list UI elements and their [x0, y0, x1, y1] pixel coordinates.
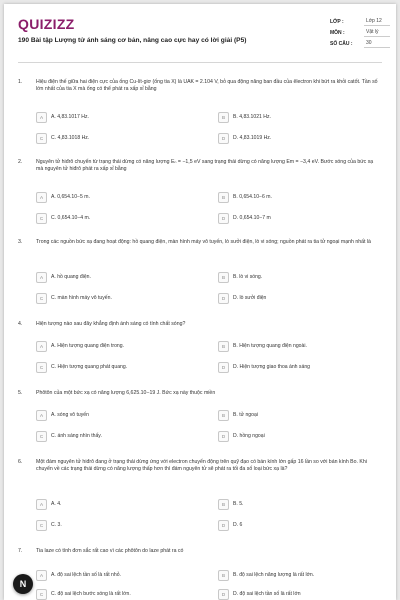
option-d[interactable] [218, 589, 368, 600]
option-b[interactable] [218, 341, 368, 352]
option-letter-box: D [218, 362, 229, 373]
worksheet-page [4, 4, 396, 600]
option-text: C. 3. [51, 522, 62, 528]
option-c[interactable] [36, 213, 186, 224]
option-d[interactable] [218, 293, 368, 304]
option-letter-box: B [218, 499, 229, 510]
worksheet-title: 190 Bài tập Lượng tử ánh sáng cơ bản, nâng cao cực hay có lời giải (P5) [18, 37, 247, 44]
option-text: C. 4,83.1018 Hz. [51, 135, 90, 141]
option-text: C. màn hình máy vô tuyến. [51, 295, 112, 301]
option-b[interactable] [218, 112, 368, 123]
option-letter-box: A [36, 192, 47, 203]
option-text: C. ánh sáng nhìn thấy. [51, 433, 102, 439]
option-a[interactable] [36, 192, 186, 203]
option-text: D. Hiện tượng giao thoa ánh sáng [233, 364, 310, 370]
question-number: 4. [18, 321, 23, 327]
header-divider [18, 62, 382, 63]
option-text: A. Hiện tượng quang điện trong. [51, 343, 125, 349]
option-b[interactable] [218, 570, 368, 581]
option-text: D. 6 [233, 522, 243, 528]
option-text: D. lò sưởi điện [233, 295, 267, 301]
option-text: B. độ sai lệch năng lượng là rất lớn. [233, 572, 315, 578]
option-letter-box: D [218, 520, 229, 531]
option-letter-box: B [218, 112, 229, 123]
option-letter-box: D [218, 293, 229, 304]
option-d[interactable] [218, 431, 368, 442]
option-c[interactable] [36, 293, 186, 304]
option-text: B. 0,654.10−6 m. [233, 194, 272, 200]
option-text: D. hồng ngoại [233, 433, 265, 439]
option-letter-box: D [218, 431, 229, 442]
option-letter-box: D [218, 589, 229, 600]
meta-grade-label: LỚP : [330, 19, 344, 25]
option-letter-box: A [36, 410, 47, 421]
option-d[interactable] [218, 133, 368, 144]
option-text: B. 5. [233, 501, 244, 507]
option-letter-box: C [36, 589, 47, 600]
option-letter-box: C [36, 133, 47, 144]
option-c[interactable] [36, 589, 186, 600]
question-number: 6. [18, 459, 23, 465]
option-a[interactable] [36, 499, 186, 510]
option-letter-box: C [36, 520, 47, 531]
option-c[interactable] [36, 431, 186, 442]
question-text: Một đám nguyên tử hiđrô đang ở trạng thái dừng ứng với electron chuyển động trên quỹ đạo có bán kính lớn gấp 16 lần so với bán kính Bo. Khi chuyển về các trạng thái dừng có năng lượng thấp hơn thì đám nguyên tử sẽ phát ra tối đa số loại bức xạ là? [36, 459, 367, 473]
option-a[interactable] [36, 570, 186, 581]
option-text: B. Hiện tượng quang điện ngoài. [233, 343, 307, 349]
question-text: Phôtôn của một bức xạ có năng lượng 6,625.10−19 J. Bức xạ này thuộc miền [36, 390, 216, 396]
option-a[interactable] [36, 112, 186, 123]
option-text: A. độ sai lệch tần số là rất nhỏ. [51, 572, 121, 578]
option-a[interactable] [36, 410, 186, 421]
option-letter-box: A [36, 272, 47, 283]
option-letter-box: C [36, 362, 47, 373]
option-d[interactable] [218, 213, 368, 224]
question-number: 1. [18, 79, 23, 85]
meta-count-value: 30 [364, 39, 390, 48]
option-text: C. Hiện tượng quang phát quang. [51, 364, 128, 370]
meta-subject-label: MÔN : [330, 30, 345, 36]
option-b[interactable] [218, 499, 368, 510]
option-text: D. độ sai lệch tần số là rất lớn [233, 591, 301, 597]
option-letter-box: A [36, 341, 47, 352]
question-text: Hiện tượng nào sau đây khẳng định ánh sáng có tính chất sóng? [36, 321, 186, 327]
question-number: 3. [18, 239, 23, 245]
question-number: 5. [18, 390, 23, 396]
option-b[interactable] [218, 192, 368, 203]
option-letter-box: B [218, 192, 229, 203]
option-letter-box: A [36, 499, 47, 510]
option-text: B. 4,83.1021 Hz. [233, 114, 271, 120]
option-text: C. 0,654.10−4 m. [51, 215, 91, 221]
option-text: C. độ sai lệch bước sóng là rất lớn. [51, 591, 131, 597]
option-letter-box: B [218, 272, 229, 283]
option-letter-box: D [218, 133, 229, 144]
option-c[interactable] [36, 362, 186, 373]
option-letter-box: B [218, 410, 229, 421]
option-letter-box: A [36, 570, 47, 581]
question-text: Hiệu điện thế giữa hai điện cực của ống Cu-lít-giơ (ống tia X) là UAK = 2.104 V, bỏ qua động năng ban đầu của êlectron khi bứt ra khỏi catốt. Tần số lớn nhất của tia X mà ống có thể phát ra xấp xỉ bằng [36, 79, 378, 93]
floating-action-button[interactable]: N [13, 574, 33, 594]
option-text: D. 0,654.10−7 m [233, 215, 271, 221]
option-text: A. 4. [51, 501, 62, 507]
option-text: A. 4,83.1017 Hz. [51, 114, 89, 120]
option-b[interactable] [218, 410, 368, 421]
question-text: Tia laze có tính đơn sắc rất cao vì các phôtôn do laze phát ra có [36, 548, 184, 554]
option-text: B. tử ngoại [233, 412, 258, 418]
option-a[interactable] [36, 341, 186, 352]
worksheet-meta [330, 19, 390, 52]
question-text: Nguyên tử hiđrô chuyển từ trạng thái dừng có năng lượng Eₙ = −1,5 eV sang trạng thái dừng có năng lượng Em = −3,4 eV. Bước sóng của bức xạ mà nguyên tử hiđrô phát ra xấp xỉ bằng [36, 159, 374, 173]
quizizz-logo[interactable]: QUIZIZZ [18, 16, 75, 32]
meta-question-count [330, 41, 390, 52]
option-d[interactable] [218, 520, 368, 531]
option-letter-box: A [36, 112, 47, 123]
meta-subject-value: Vật lý [364, 28, 390, 37]
option-letter-box: D [218, 213, 229, 224]
option-a[interactable] [36, 272, 186, 283]
option-c[interactable] [36, 133, 186, 144]
option-letter-box: C [36, 213, 47, 224]
meta-grade-value: Lớp 12 [364, 17, 390, 26]
meta-count-label: SỐ CÂU : [330, 41, 353, 47]
question-text: Trong các nguồn bức xạ đang hoạt động: hồ quang điện, màn hình máy vô tuyến, lò sưởi điện, lò vi sóng; nguồn phát ra tia tử ngoại mạnh nhất là [36, 239, 371, 245]
option-text: A. hồ quang điện. [51, 274, 91, 280]
option-text: B. lò vi sóng. [233, 274, 263, 280]
option-text: A. sóng vô tuyến [51, 412, 89, 418]
option-c[interactable] [36, 520, 186, 531]
question-number: 2. [18, 159, 23, 165]
option-text: D. 4,83.1019 Hz. [233, 135, 272, 141]
option-letter-box: C [36, 431, 47, 442]
option-letter-box: B [218, 341, 229, 352]
option-b[interactable] [218, 272, 368, 283]
option-text: A. 0,654.10−5 m. [51, 194, 90, 200]
option-letter-box: C [36, 293, 47, 304]
option-d[interactable] [218, 362, 368, 373]
option-letter-box: B [218, 570, 229, 581]
question-number: 7. [18, 548, 23, 554]
